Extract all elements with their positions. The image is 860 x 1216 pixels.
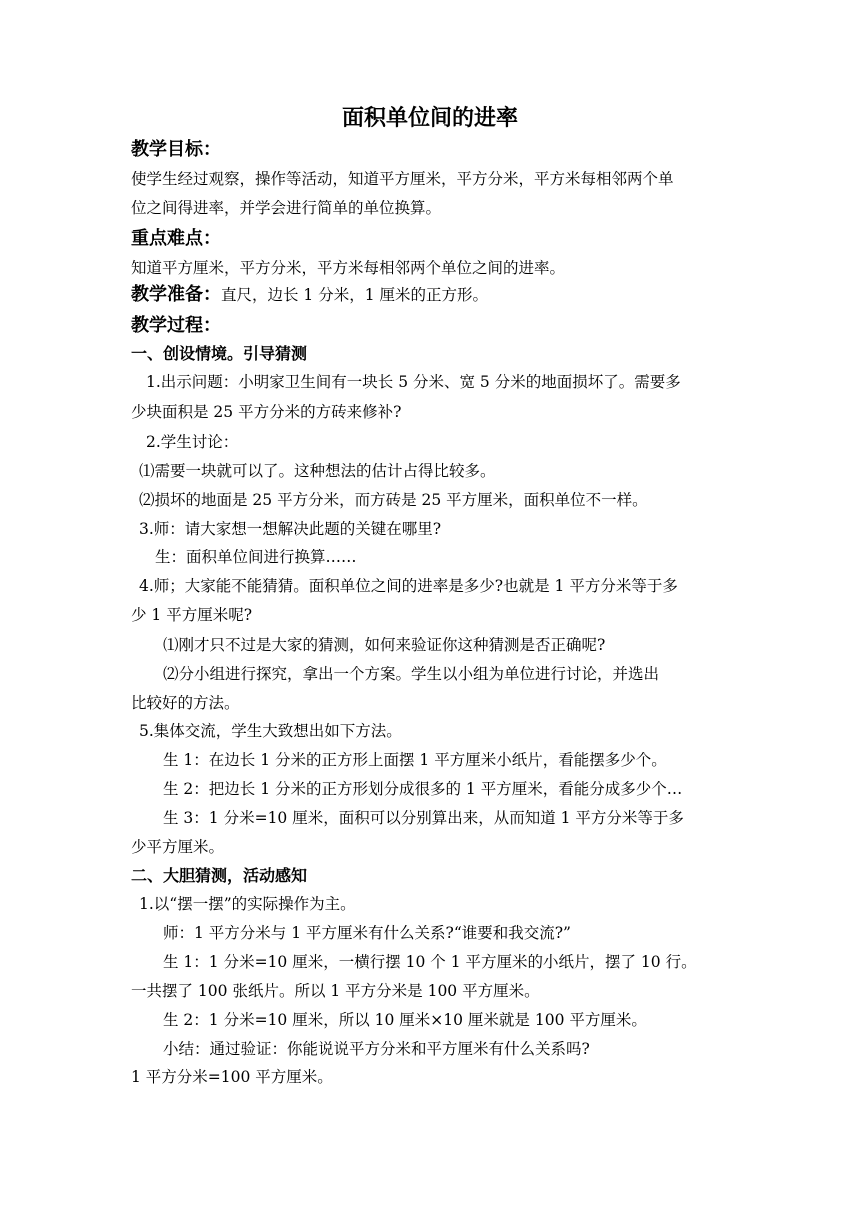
part1-line-9: 少 1 平方厘米呢? bbox=[131, 606, 253, 624]
part1-heading: 一、创设情境。引导猜测 bbox=[131, 344, 308, 363]
part1-line-17: 少平方厘米。 bbox=[131, 838, 225, 856]
key-points-line: 知道平方厘米，平方分米，平方米每相邻两个单位之间的进率。 bbox=[131, 259, 566, 277]
preparation-line bbox=[131, 284, 488, 306]
part2-line-2: 师：1 平方分米与 1 平方厘米有什么关系?“谁要和我交流?” bbox=[163, 924, 571, 942]
objectives-line-1: 使学生经过观察，操作等活动，知道平方厘米，平方分米，平方米每相邻两个单 bbox=[131, 170, 674, 188]
part1-line-13: 5.集体交流，学生大致想出如下方法。 bbox=[139, 722, 402, 740]
part2-line-6: 小结：通过验证：你能说说平方分米和平方厘米有什么关系吗? bbox=[163, 1040, 590, 1058]
process-heading: 教学过程： bbox=[131, 315, 221, 336]
part2-line-5: 生 2：1 分米=10 厘米，所以 10 厘米×10 厘米就是 100 平方厘米。 bbox=[163, 1011, 647, 1029]
part2-line-7: 1 平方分米=100 平方厘米。 bbox=[131, 1068, 333, 1086]
part1-line-5: ⑵损坏的地面是 25 平方分米，而方砖是 25 平方厘米，面积单位不一样。 bbox=[139, 491, 648, 509]
part1-line-6: 3.师：请大家想一想解决此题的关键在哪里? bbox=[139, 520, 442, 538]
part2-line-4: 一共摆了 100 张纸片。所以 1 平方分米是 100 平方厘米。 bbox=[131, 982, 540, 1000]
part2-line-3: 生 1：1 分米=10 厘米，一横行摆 10 个 1 平方厘米的小纸片，摆了 10 行。 bbox=[163, 953, 697, 971]
part1-line-14: 生 1：在边长 1 分米的正方形上面摆 1 平方厘米小纸片，看能摆多少个。 bbox=[163, 751, 667, 769]
part2-heading: 二、大胆猜测，活动感知 bbox=[131, 866, 308, 885]
part1-line-10: ⑴刚才只不过是大家的猜测，如何来验证你这种猜测是否正确呢? bbox=[163, 636, 606, 654]
preparation-text: 直尺，边长 1 分米，1 厘米的正方形。 bbox=[221, 286, 489, 304]
part1-line-3: 2.学生讨论： bbox=[146, 433, 239, 451]
key-points-heading: 重点难点： bbox=[131, 228, 221, 249]
objectives-heading: 教学目标： bbox=[131, 139, 221, 160]
part1-line-7: 生：面积单位间进行换算…… bbox=[155, 548, 357, 566]
part1-line-11: ⑵分小组进行探究，拿出一个方案。学生以小组为单位进行讨论，并选出 bbox=[163, 665, 660, 683]
part1-line-15: 生 2：把边长 1 分米的正方形划分成很多的 1 平方厘米，看能分成多少个… bbox=[163, 780, 683, 798]
part1-line-16: 生 3：1 分米=10 厘米，面积可以分别算出来，从而知道 1 平方分米等于多 bbox=[163, 809, 684, 827]
objectives-line-2: 位之间得进率，并学会进行简单的单位换算。 bbox=[131, 199, 442, 217]
part1-line-12: 比较好的方法。 bbox=[131, 694, 240, 712]
part1-line-1: 1.出示问题：小明家卫生间有一块长 5 分米、宽 5 分米的地面损坏了。需要多 bbox=[146, 373, 681, 391]
part2-line-1: 1.以“摆一摆”的实际操作为主。 bbox=[139, 895, 356, 913]
part1-line-4: ⑴需要一块就可以了。这种想法的估计占得比较多。 bbox=[139, 462, 496, 480]
document-title: 面积单位间的进率 bbox=[341, 105, 518, 131]
part1-line-2: 少块面积是 25 平方分米的方砖来修补? bbox=[131, 403, 402, 421]
preparation-heading: 教学准备： bbox=[131, 284, 221, 305]
part1-line-8: 4.师；大家能不能猜猜。面积单位之间的进率是多少?也就是 1 平方分米等于多 bbox=[139, 577, 678, 595]
